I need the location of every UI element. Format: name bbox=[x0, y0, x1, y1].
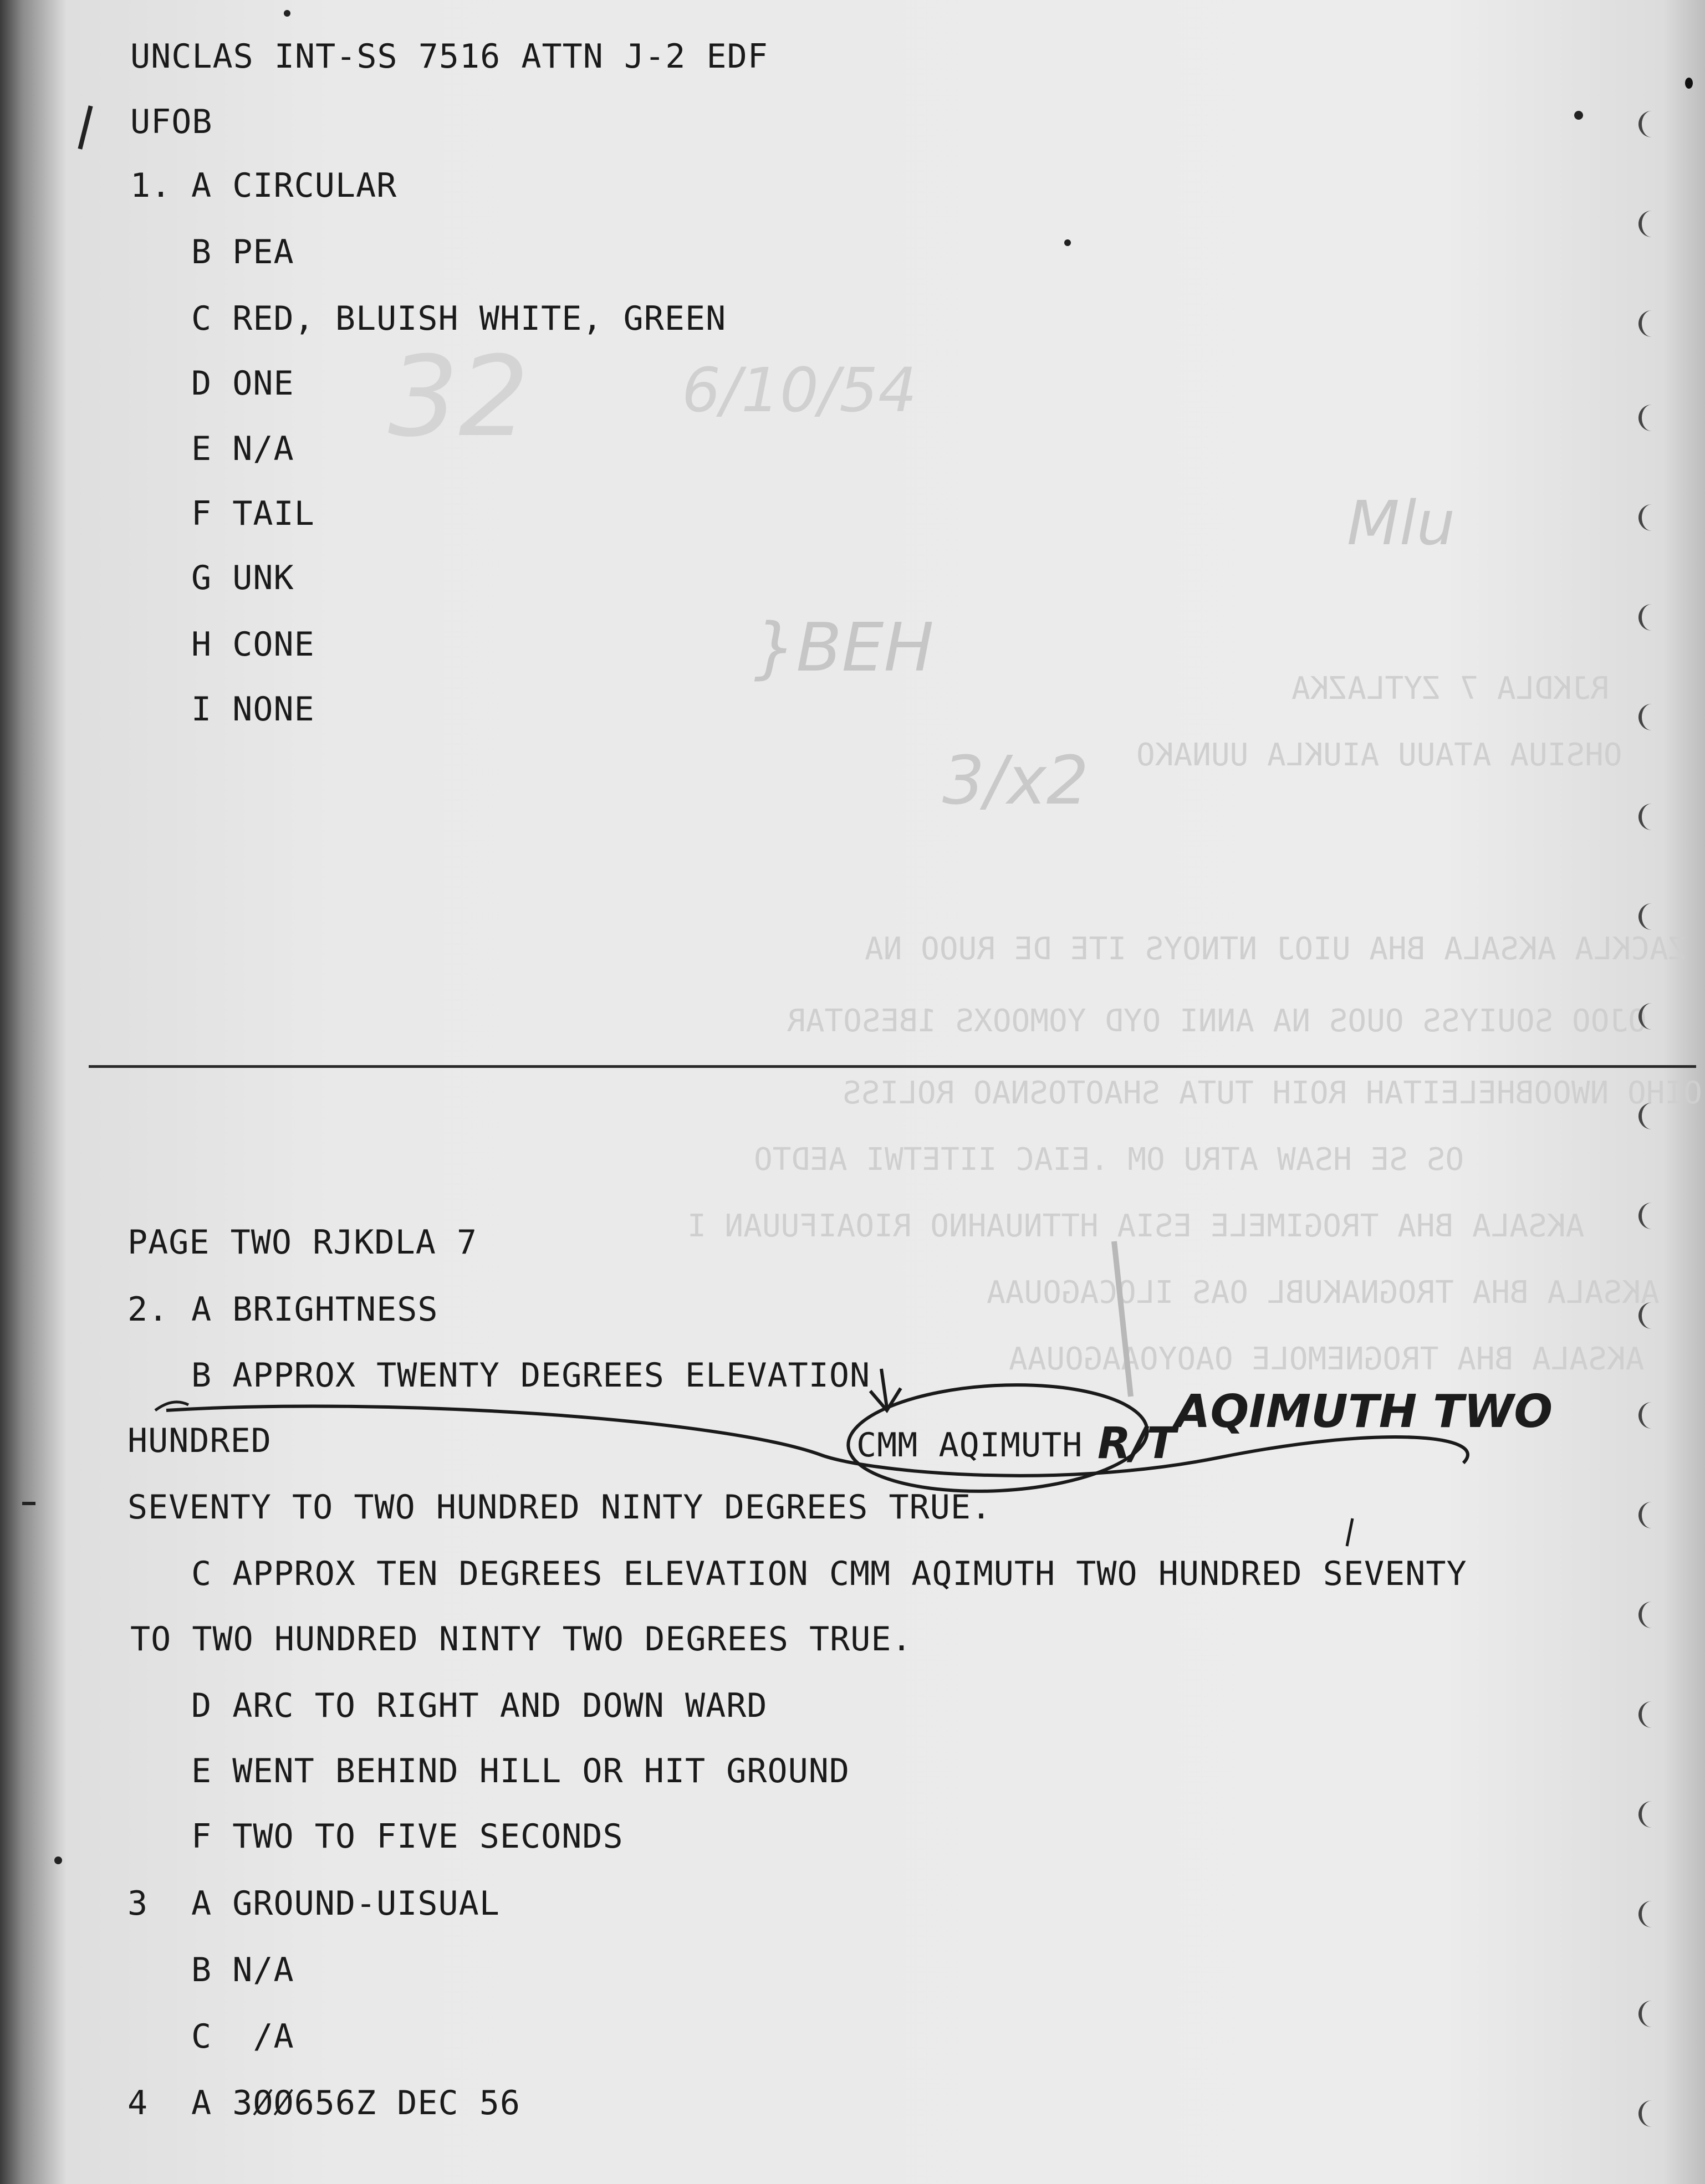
show-through-text: OJOO SOUIYSS OUOS NA ANNI OYD YOMOOXS 1BESOTAR bbox=[787, 1003, 1647, 1039]
subject-line: UFOB bbox=[130, 103, 213, 141]
item-2c: C APPROX TEN DEGREES ELEVATION CMM AQIMUTH TWO HUNDRED SEVENTY bbox=[191, 1554, 1467, 1593]
header-line: UNCLAS INT-SS 7516 ATTN J-2 EDF bbox=[130, 37, 768, 76]
pencil-note: 6/10/54 bbox=[682, 355, 917, 426]
item-2c-cont: TO TWO HUNDRED NINTY TWO DEGREES TRUE. bbox=[130, 1620, 912, 1659]
show-through-text: OS SE HSAW ATRU OM .EIAC IITETWI AEDTO bbox=[754, 1142, 1464, 1178]
show-through-text: ZACKLA AKSALA BHA UIOJ NTNOYS ITE DE RUOO NA bbox=[865, 931, 1687, 967]
item-2b-cont: HUNDRED bbox=[127, 1421, 272, 1460]
show-through-text: OIHO NWOOBHELEITAH ROIH TUTA SHAOTOSNAO ROLISS bbox=[843, 1075, 1702, 1111]
item-2f: F TWO TO FIVE SECONDS bbox=[191, 1817, 624, 1856]
page-header: PAGE TWO RJKDLA 7 bbox=[127, 1223, 478, 1262]
pencil-note: 3/x2 bbox=[942, 743, 1089, 820]
item-1f: F TAIL bbox=[191, 494, 315, 533]
show-through-text: AKSALA BHA TROGNEMOLE OAOYOAAGOUAA bbox=[1009, 1341, 1645, 1377]
item-1i: I NONE bbox=[191, 690, 315, 729]
show-through-text: OHSIUA ATAUU AIUKLA UUNAKO bbox=[1136, 737, 1622, 773]
item-1d: D ONE bbox=[191, 364, 294, 403]
item-3a: A GROUND-UISUAL bbox=[191, 1884, 500, 1923]
item-1a: A CIRCULAR bbox=[191, 166, 397, 205]
handwritten-strike: R/T bbox=[1097, 1419, 1176, 1469]
item-4a: A 3ØØ656Z DEC 56 bbox=[191, 2084, 520, 2122]
item-1g: G UNK bbox=[191, 559, 294, 597]
item-3c: C /A bbox=[191, 2017, 294, 2056]
item-1c: C RED, BLUISH WHITE, GREEN bbox=[191, 299, 727, 338]
pencil-number: 32 bbox=[388, 333, 529, 462]
pencil-initials: Mlu bbox=[1347, 488, 1456, 559]
item-3b: B N/A bbox=[191, 1951, 294, 1989]
item-2b: B APPROX TWENTY DEGREES ELEVATION bbox=[191, 1356, 871, 1395]
item-number: 2. bbox=[127, 1290, 169, 1329]
item-2a: A BRIGHTNESS bbox=[191, 1290, 438, 1329]
inserted-typed-text: CMM AQIMUTH bbox=[856, 1426, 1083, 1465]
show-through-text: RJKDLA 7 ZYTLAZKA bbox=[1291, 671, 1610, 707]
item-number: 3 bbox=[127, 1884, 149, 1923]
show-through-text: AKSALA BHA TROGIMELE ESIA HTTNUAHNO RIOAIFUUAN I bbox=[687, 1208, 1585, 1244]
item-2d: D ARC TO RIGHT AND DOWN WARD bbox=[191, 1686, 768, 1725]
show-through-text: AKSALA BHA TROGNAKUBL OAS ILOCAGOUAA bbox=[987, 1275, 1660, 1311]
item-number: 4 bbox=[127, 2084, 149, 2122]
item-number: 1. bbox=[130, 166, 172, 205]
item-2b-cont2: SEVENTY TO TWO HUNDRED NINTY DEGREES TRUE. bbox=[127, 1488, 992, 1527]
item-1b: B PEA bbox=[191, 233, 294, 272]
pencil-note: }BEH bbox=[754, 610, 934, 687]
item-2e: E WENT BEHIND HILL OR HIT GROUND bbox=[191, 1752, 850, 1791]
item-1h: H CONE bbox=[191, 625, 315, 664]
handwritten-insert: AQIMUTH TWO bbox=[1175, 1385, 1553, 1438]
item-1e: E N/A bbox=[191, 429, 294, 468]
